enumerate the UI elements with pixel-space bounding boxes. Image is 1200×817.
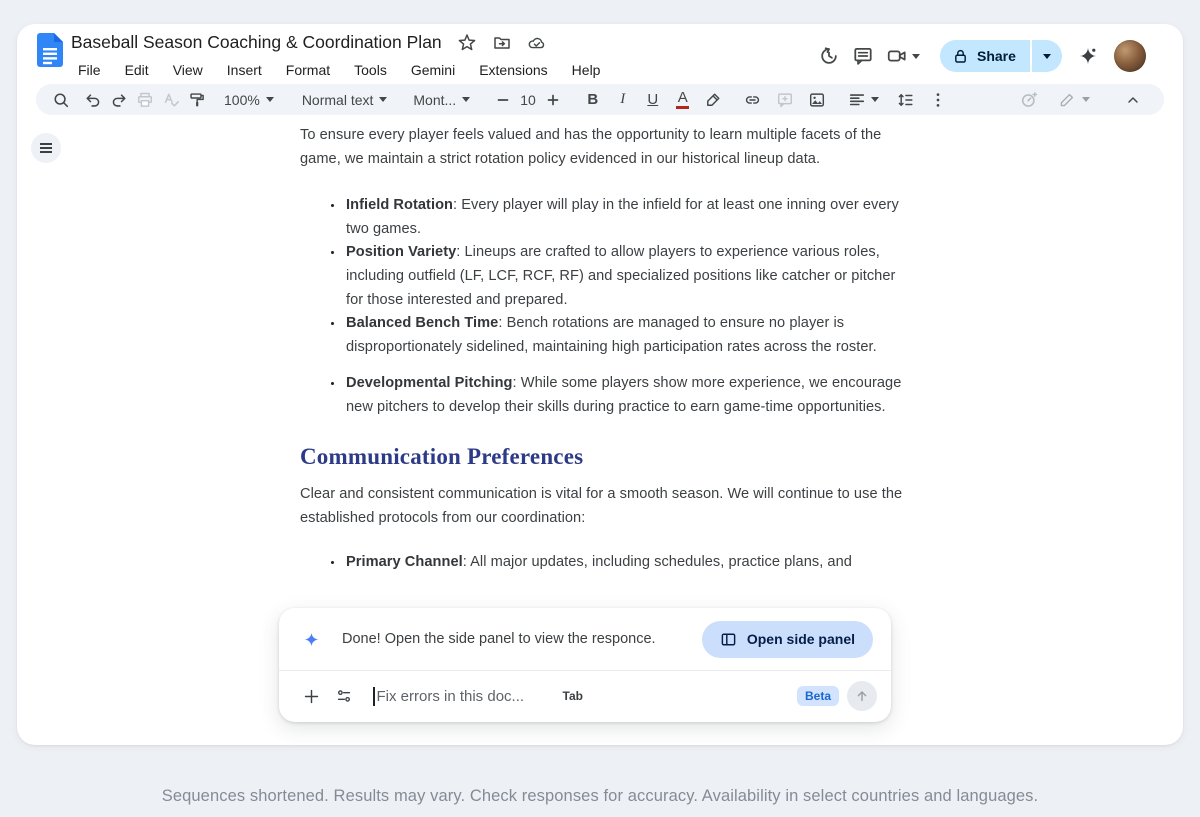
share-label: Share — [977, 48, 1016, 64]
chevron-down-icon[interactable] — [912, 54, 920, 59]
more-options-icon[interactable] — [925, 87, 951, 113]
spellcheck-icon[interactable] — [158, 87, 184, 113]
text-color-button[interactable]: A — [670, 87, 696, 113]
side-panel-icon — [720, 631, 737, 648]
paragraph-comms-intro: Clear and consistent communication is vital for a smooth season. We will continue to use the established protocols from our coordination: — [300, 486, 903, 526]
docs-app-window — [17, 24, 1183, 745]
undo-icon[interactable] — [80, 87, 106, 113]
share-dropdown[interactable] — [1032, 40, 1062, 72]
document-body[interactable] — [300, 124, 904, 589]
styles-value: Normal text — [301, 91, 374, 108]
align-select[interactable] — [842, 87, 885, 113]
gemini-sparkle-icon[interactable] — [1078, 46, 1098, 66]
highlight-color-icon[interactable] — [700, 87, 726, 113]
document-title[interactable]: Baseball Season Coaching & Coordination Plan — [71, 32, 442, 52]
menu-edit[interactable]: Edit — [124, 62, 149, 78]
pitching-bullet-list — [300, 372, 904, 419]
font-select[interactable] — [407, 87, 476, 113]
comms-bullet-list — [300, 551, 904, 575]
beta-badge: Beta — [797, 686, 839, 706]
font-size-value[interactable]: 10 — [520, 91, 536, 108]
text-cursor — [373, 687, 375, 706]
send-prompt-button[interactable] — [847, 681, 877, 711]
redo-icon[interactable] — [106, 87, 132, 113]
paint-format-icon[interactable] — [184, 87, 210, 113]
styles-select[interactable] — [296, 87, 394, 113]
move-folder-icon[interactable] — [492, 33, 512, 53]
font-size-increase-icon[interactable] — [540, 87, 566, 113]
zoom-select[interactable] — [218, 87, 280, 113]
menu-format[interactable]: Format — [285, 62, 331, 78]
add-prompt-icon[interactable] — [303, 688, 320, 705]
sparkle-icon — [303, 631, 320, 648]
bold-button[interactable]: B — [587, 91, 599, 108]
insert-link-icon[interactable] — [740, 87, 766, 113]
list-item: • Primary Channel: All major updates, including schedules, practice plans, and — [344, 551, 904, 575]
list-item: • Position Variety: Lineups are crafted to allow players to experience various roles, including outfield (LF, LCF, RCF, RF) and specialized positions like catcher or pitcher for those interested and prepared. — [344, 241, 904, 312]
lock-icon — [952, 48, 969, 65]
google-docs-logo[interactable] — [37, 33, 63, 67]
collapse-menus-icon[interactable] — [1120, 87, 1146, 113]
prompt-tools-icon[interactable] — [335, 687, 353, 705]
disclaimer-text: Sequences shortened. Results may vary. Check responses for accuracy. Availability in select countries and languages. — [161, 787, 1039, 805]
pencil-icon — [1058, 91, 1076, 109]
open-side-panel-label: Open side panel — [746, 631, 855, 647]
paragraph-rotation-intro: To ensure every player feels valued and has the opportunity to learn multiple facets of the game, we maintain a strict rotation policy evidenced in our historical lineup data. — [300, 127, 882, 167]
align-left-icon — [848, 91, 866, 109]
list-item: • Developmental Pitching: While some players show more experience, we encourage new pitchers to develop their skills during practice to earn game-time opportunities. — [344, 372, 904, 419]
italic-button[interactable]: I — [620, 91, 626, 107]
list-item: • Balanced Bench Time: Bench rotations are managed to ensure no player is disproportionately sidelined, maintaining high participation rates across the roster. — [344, 312, 904, 359]
motion-activity-icon[interactable] — [1016, 87, 1042, 113]
document-outline-icon[interactable] — [31, 133, 61, 163]
menu-file[interactable]: File — [78, 62, 101, 78]
menu-insert[interactable]: Insert — [226, 62, 262, 78]
gemini-prompt-panel — [279, 608, 891, 722]
search-menus-icon[interactable] — [48, 87, 74, 113]
menu-gemini[interactable]: Gemini — [410, 62, 456, 78]
menu-bar — [73, 61, 605, 79]
print-icon[interactable] — [132, 87, 158, 113]
version-history-icon[interactable] — [812, 39, 846, 73]
section-heading: Communication Preferences — [300, 443, 584, 469]
formatting-toolbar — [36, 84, 1164, 115]
meet-video-icon[interactable] — [886, 45, 920, 67]
rotation-bullet-list — [300, 194, 904, 359]
font-size-decrease-icon[interactable] — [490, 87, 516, 113]
menu-view[interactable]: View — [172, 62, 203, 78]
account-avatar[interactable] — [1114, 40, 1146, 72]
open-side-panel-button[interactable] — [702, 621, 873, 658]
menu-help[interactable]: Help — [571, 62, 601, 78]
menu-extensions[interactable]: Extensions — [479, 62, 548, 78]
editing-mode-select[interactable] — [1052, 87, 1096, 113]
underline-button[interactable]: U — [647, 91, 659, 108]
share-button[interactable] — [940, 40, 1062, 72]
menu-tools[interactable]: Tools — [354, 62, 387, 78]
font-value: Mont... — [413, 91, 457, 108]
insert-image-icon[interactable] — [804, 87, 830, 113]
gemini-status-text: Done! Open the side panel to view the responce. — [342, 631, 656, 647]
gemini-prompt-input[interactable] — [377, 688, 557, 705]
comments-icon[interactable] — [846, 39, 880, 73]
cloud-saved-icon[interactable] — [527, 33, 547, 53]
zoom-value: 100% — [224, 91, 260, 108]
star-icon[interactable] — [457, 33, 477, 53]
line-spacing-icon[interactable] — [893, 87, 919, 113]
tab-hint: Tab — [562, 689, 583, 703]
list-item: • Infield Rotation: Every player will play in the infield for at least one inning over every two games. — [344, 194, 904, 241]
add-comment-icon[interactable] — [772, 87, 798, 113]
